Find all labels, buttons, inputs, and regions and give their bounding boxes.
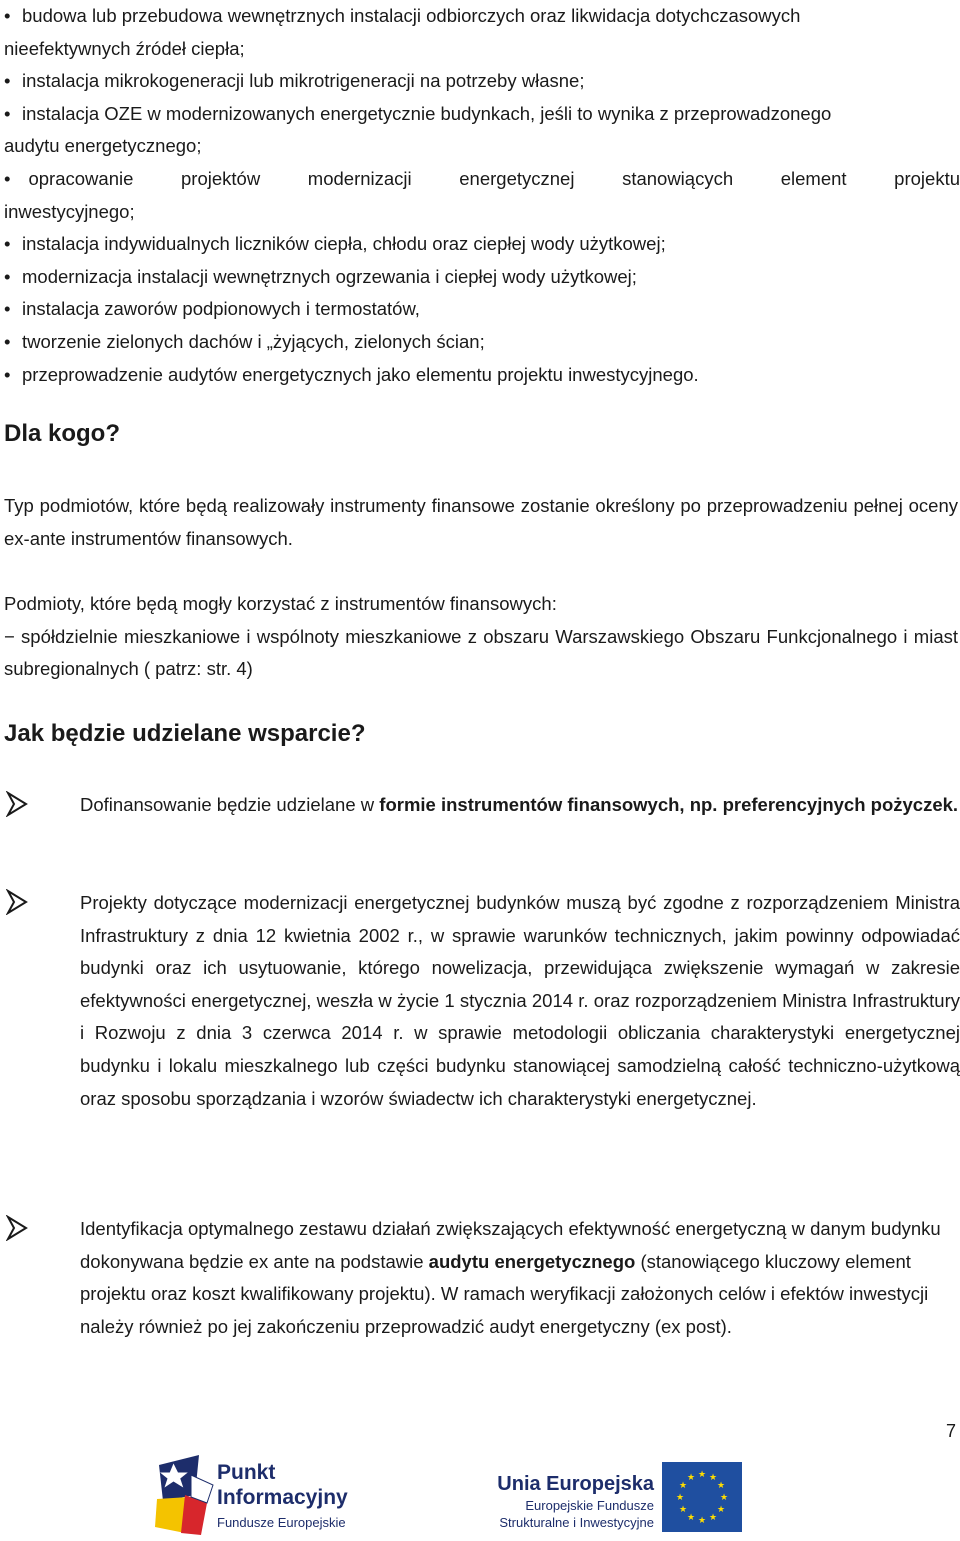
svg-text:★: ★: [686, 1473, 696, 1483]
entities-block: [4, 588, 958, 686]
svg-text:★: ★: [678, 1505, 688, 1515]
svg-text:Europejskie Fundusze: Europejskie Fundusze: [525, 1498, 654, 1513]
svg-text:Informacyjny: Informacyjny: [217, 1486, 348, 1509]
arrow-item-regulations: [0, 887, 960, 1115]
bullet-list: [4, 0, 960, 391]
list-item: • tworzenie zielonych dachów i „żyjących, zielonych ścian;: [4, 330, 485, 352]
svg-text:★: ★: [719, 1493, 729, 1503]
eu-flag-icon: [662, 1462, 742, 1532]
list-item: • instalacja mikrokogeneracji lub mikrotrigeneracji na potrzeby własne;: [4, 70, 585, 92]
arrow-item-text-2: (stanowiącego kluczowy element projektu oraz koszt kwalifikowany projektu). W ramach weryfikacji założonych celów i efektów inwestycji należy również po jej zakończeniu przeprowadzić audyt energetyczny (ex post).: [80, 1250, 929, 1337]
list-item: • przeprowadzenie audytów energetycznych jako elementu projektu inwestycyjnego.: [4, 363, 699, 385]
section-heading-who: Dla kogo?: [4, 420, 121, 447]
arrow-bullet-icon: [6, 889, 28, 915]
arrow-item-text: Projekty dotyczące modernizacji energetycznej budynków muszą być zgodne z rozporządzeniem Ministra Infrastruktury z dnia 12 kwietnia 2002 r., w sprawie warunków technicznych, jakim powinny odpowiadać budynki oraz ich usytuowanie, którego nowelizacja, przewidująca zwiększenie wymagań w zakresie efektywności energetycznej, weszła w życie 1 stycznia 2014 r. oraz rozporządzeniem Ministra Infrastruktury i Rozwoju z dnia 3 czerwca 2014 r. w sprawie metodologii obliczania charakterystyki energetycznej budynku i lokalu mieszkalnego lub części budynku stanowiącej samodzielną całość techniczno-użytkową oraz sposobu sporządzania i wzorów świadectw ich charakterystyki energetycznej.: [80, 892, 960, 1109]
list-item: • instalacja zaworów podpionowych i termostatów,: [4, 298, 420, 320]
svg-text:★: ★: [708, 1473, 718, 1483]
arrow-item-text: Dofinansowanie będzie udzielane w: [80, 794, 380, 815]
list-item: • opracowanie projektów modernizacji energetycznej stanowiących element projektu inwestycyjnego;: [4, 167, 960, 222]
arrow-item-financing: [0, 789, 960, 822]
svg-text:Fundusze Europejskie: Fundusze Europejskie: [217, 1515, 346, 1530]
entities-item: − spółdzielnie mieszkaniowe i wspólnoty mieszkaniowe z obszaru Warszawskiego Obszaru Funkcjonalnego i miast subregionalnych ( patrz: str. 4): [4, 625, 958, 680]
svg-text:Punkt: Punkt: [217, 1461, 276, 1484]
entities-intro: Podmioty, które będą mogły korzystać z instrumentów finansowych:: [4, 593, 557, 614]
arrow-item-text: Identyfikacja optymalnego zestawu działań zwiększających efektywność energetyczną w danym budynku dokonywana będzie ex ante na podstawie: [80, 1218, 941, 1272]
list-item: • budowa lub przebudowa wewnętrznych instalacji odbiorczych oraz likwidacja dotychczasowych nieefektywnych źródeł ciepła;: [4, 5, 801, 59]
paragraph-entity-type: Typ podmiotów, które będą realizowały instrumenty finansowe zostanie określony po przeprowadzeniu pełnej oceny ex-ante instrumentów finansowych.: [4, 495, 958, 549]
punkt-informacyjny-logo: [155, 1455, 375, 1535]
arrow-bullet-icon: [6, 791, 28, 817]
unia-europejska-text-logo: [458, 1470, 658, 1532]
arrow-item-bold: formie instrumentów finansowych, np. preferencyjnych pożyczek.: [379, 794, 959, 815]
page-number: 7: [945, 1421, 956, 1441]
svg-text:★: ★: [708, 1513, 718, 1523]
svg-text:★: ★: [675, 1493, 685, 1503]
svg-text:Unia Europejska: Unia Europejska: [497, 1473, 654, 1495]
svg-text:★: ★: [686, 1513, 696, 1523]
list-item: • instalacja OZE w modernizowanych energetycznie budynkach, jeśli to wynika z przeprowadzonego audytu energetycznego;: [4, 102, 832, 157]
svg-text:★: ★: [678, 1481, 688, 1491]
arrow-item-audit: [0, 1213, 960, 1343]
svg-text:★: ★: [716, 1481, 726, 1491]
section-heading-how: Jak będzie udzielane wsparcie?: [4, 720, 366, 747]
svg-text:★: ★: [697, 1516, 707, 1526]
svg-text:★: ★: [716, 1505, 726, 1515]
arrow-bullet-icon: [6, 1215, 28, 1241]
arrow-item-bold: audytu energetycznego: [428, 1250, 636, 1272]
list-item: • modernizacja instalacji wewnętrznych ogrzewania i ciepłej wody użytkowej;: [4, 265, 637, 287]
svg-text:★: ★: [697, 1470, 707, 1480]
list-item: • instalacja indywidualnych liczników ciepła, chłodu oraz ciepłej wody użytkowej;: [4, 233, 666, 255]
svg-text:Strukturalne i Inwestycyjne: Strukturalne i Inwestycyjne: [499, 1515, 654, 1530]
